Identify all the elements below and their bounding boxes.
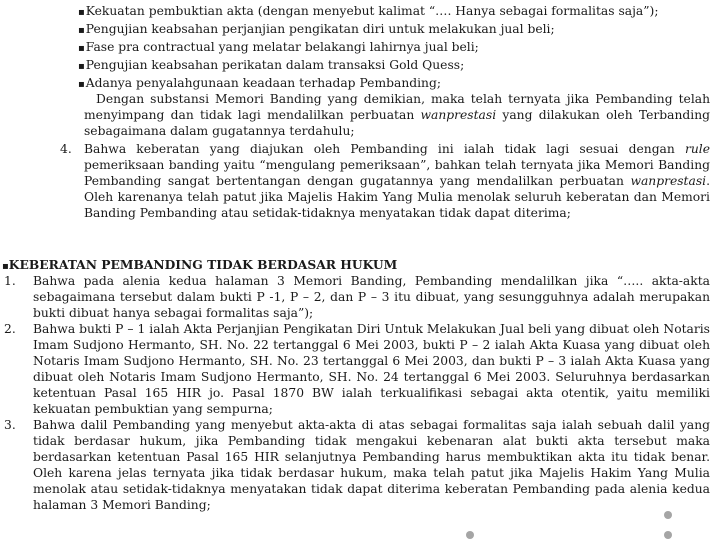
list-item-number: 3. xyxy=(4,418,16,432)
decorative-dot xyxy=(466,531,474,539)
numbered-list xyxy=(4,273,710,513)
decorative-dot xyxy=(664,511,672,519)
list-item-number: 2. xyxy=(4,322,16,336)
list-item xyxy=(4,417,710,513)
section-heading-text: KEBERATAN PEMBANDING TIDAK BERDASAR HUKUM xyxy=(8,257,398,272)
bullet-item: ▪ Pengujian keabsahan perikatan dalam transaksi Gold Quess; xyxy=(78,57,710,75)
list-item-number: 1. xyxy=(4,274,16,288)
bullet-item: ▪ Adanya penyalahgunaan keadaan terhadap Pembanding; xyxy=(78,75,710,93)
item-number: 4. xyxy=(60,142,72,156)
bullet-list xyxy=(78,3,710,93)
decorative-dot xyxy=(664,531,672,539)
list-item xyxy=(4,321,710,417)
bullet-item: ▪ Fase pra contractual yang melatar belakangi lahirnya jual beli; xyxy=(78,39,710,57)
list-item-text: Bahwa dalil Pembanding yang menyebut akta-akta di atas sebagai formalitas saja ialah sebuah dalil yang tidak berdasar hukum, jika Pembanding tidak mengakui kebenaran alat bukti akta tersebut maka berdasarkan ketentuan Pasal 165 HIR selanjutnya Pembanding harus membuktikan akta itu tidak benar. Oleh karena jelas ternyata jika tidak berdasar hukum, maka telah patut jika Majelis Hakim Yang Mulia menolak atau setidak-tidaknya menyatakan tidak dapat diterima keberatan Pembanding pada alenia kedua halaman 3 Memori Banding; xyxy=(33,418,710,512)
bullet-item: ▪ Pengujian keabsahan perjanjian pengikatan diri untuk melakukan jual beli; xyxy=(78,21,710,39)
list-item-text: Bahwa pada alenia kedua halaman 3 Memori Banding, Pembanding mendalilkan jika “….. akta-akta sebagaimana tersebut dalam bukti P -1, P – 2, dan P – 3 itu dibuat, yang sesungguhnya adalah merupakan bukti dibuat hanya sebagai formalitas saja”); xyxy=(33,274,710,320)
list-item xyxy=(4,273,710,321)
item-text: Bahwa keberatan yang diajukan oleh Pembanding ini ialah tidak lagi sesuai dengan rule pemeriksaan banding yaitu “mengulang pemeriksaan”, bahkan telah ternyata jika Memori Banding Pembanding sangat bertentangan dengan gugatannya yang mendalilkan perbuatan wanprestasi. Oleh karenanya telah patut jika Majelis Hakim Yang Mulia menolak seluruh keberatan dan Memori Banding Pembanding atau setidak-tidaknya menyatakan tidak dapat diterima; xyxy=(84,142,710,220)
sub-paragraph: Dengan substansi Memori Banding yang demikian, maka telah ternyata jika Pembanding telah menyimpang dan tidak lagi mendalilkan perbuatan wanprestasi yang dilakukan oleh Terbanding sebagaimana dalam gugatannya terdahulu; xyxy=(84,92,710,138)
bullet-marker: ▪ xyxy=(2,261,9,272)
list-item-text: Bahwa bukti P – 1 ialah Akta Perjanjian Pengikatan Diri Untuk Melakukan Jual beli yang dibuat oleh Notaris Imam Sudjono Hermanto, SH. No. 22 tertanggal 6 Mei 2003, bukti P – 2 ialah Akta Kuasa yang dibuat oleh Notaris Imam Sudjono Hermanto, SH. No. 23 tertanggal 6 Mei 2003, dan bukti P – 3 ialah Akta Kuasa yang dibuat oleh Notaris Imam Sudjono Hermanto, SH. No. 24 tertanggal 6 Mei 2003. Seluruhnya berdasarkan ketentuan Pasal 165 HIR jo. Pasal 1870 BW ialah terkualifikasi sebagai akta otentik, yaitu memiliki kekuatan pembuktian yang sempurna; xyxy=(33,322,710,416)
numbered-item-4 xyxy=(60,141,710,221)
bullet-item: ▪ Kekuatan pembuktian akta (dengan menyebut kalimat “…. Hanya sebagai formalitas saja”); xyxy=(78,3,710,21)
